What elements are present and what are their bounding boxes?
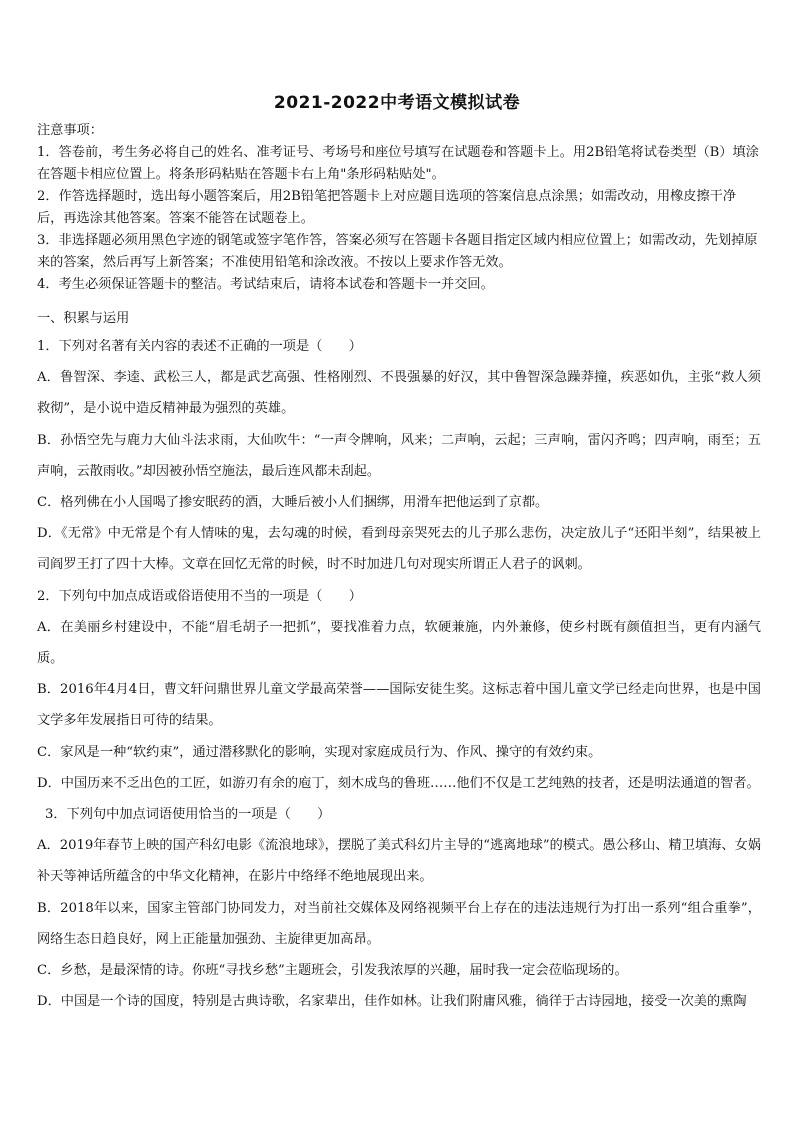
question-option: C．乡愁，是最深情的诗。你班“寻找乡愁”主题班会，引发我浓厚的兴趣，届时我一定会莅临现场的。 — [37, 963, 628, 979]
question-option: C．格列佛在小人国喝了掺安眠药的酒，大睡后被小人们捆绑，用滑车把他运到了京都。 — [37, 495, 549, 511]
section-heading: 一、积累与运用 — [37, 311, 130, 326]
question-stem: 3．下列句中加点词语使用恰当的一项是（ ） — [45, 807, 331, 823]
question-stem: 2．下列句中加点成语或俗语使用不当的一项是（ ） — [37, 588, 362, 604]
question-stem: 1．下列对名著有关内容的表述不正确的一项是（ ） — [37, 339, 362, 354]
note-item: 2．作答选择题时，选出每小题答案后，用2B铅笔把答题卡上对应题目选项的答案信息点涂黑；如需改动，用橡皮擦干净后，再选涂其他答案。答案不能答在试题卷上。 — [37, 189, 737, 226]
note-item: 4．考生必须保证答题卡的整洁。考试结束后，请将本试卷和答题卡一并交回。 — [37, 277, 494, 292]
note-item: 1．答卷前，考生务必将自己的姓名、准考证号、考场号和座位号填写在试题卷和答题卡上。用2B铅笔将试卷类型（B）填涂在答题卡相应位置上。将条形码粘贴在答题卡右上角"条形码粘贴处"。 — [37, 145, 759, 182]
question-option: B．2018年以来，国家主管部门协同发力，对当前社交媒体及网络视频平台上存在的违法违规行为打出一系列“组合重拳”，网络生态日趋良好，网上正能量加强劲、主旋律更加高昂。 — [37, 900, 761, 947]
notes-heading: 注意事项： — [37, 123, 103, 138]
question-option: C．家风是一种“软约束”，通过潜移默化的影响，实现对家庭成员行为、作风、操守的有效约束。 — [37, 744, 602, 760]
page-title: 2021-2022中考语文模拟试卷 — [273, 93, 521, 113]
questions-block — [37, 331, 761, 1017]
question-option: D．中国历来不乏出色的工匠，如游刃有余的庖丁，刻木成鸟的鲁班……他们不仅是工艺纯熟的技者，还是明法通道的智者。 — [37, 775, 760, 791]
question-option: D．《无常》中无常是个有人情味的鬼，去勾魂的时候，看到母亲哭死去的儿子那么悲伤，决定放儿子“还阳半刻”，结果被上司阎罗王打了四十大棒。文章在回忆无常的时候，时不时加进几句对现实所谓正人君子的讽刺。 — [37, 526, 761, 573]
question-option: D．中国是一个诗的国度，特别是古典诗歌，名家辈出，佳作如林。让我们附庸风雅，徜徉于古诗园地，接受一次美的熏陶 — [37, 994, 747, 1010]
question-option: A．在美丽乡村建设中，不能“眉毛胡子一把抓”，要找准着力点，软硬兼施，内外兼修，使乡村既有颜值担当，更有内涵气质。 — [37, 619, 761, 667]
question-option: B．2016年4月4日，曹文轩问鼎世界儿童文学最高荣誉——国际安徒生奖。这标志着中国儿童文学已经走向世界，也是中国文学多年发展指日可待的结果。 — [37, 682, 761, 729]
note-item: 3．非选择题必须用黑色字迹的钢笔或签字笔作答，答案必须写在答题卡各题目指定区域内相应位置上；如需改动，先划掉原来的答案，然后再写上新答案；不准使用铅笔和涂改液。不按以上要求作答无效。 — [37, 233, 758, 270]
question-option: A．鲁智深、李逵、武松三人，都是武艺高强、性格刚烈、不畏强暴的好汉，其中鲁智深急躁莽撞，疾恶如仇，主张“救人须救彻”，是小说中造反精神最为强烈的英雄。 — [37, 370, 761, 417]
notes-block — [37, 120, 761, 296]
question-option: A．2019年春节上映的国产科幻电影《流浪地球》，摆脱了美式科幻片主导的“逃离地球”的模式。愚公移山、精卫填海、女娲补天等神话所蕴含的中华文化精神，在影片中络绎不绝地展现出来。 — [37, 838, 761, 885]
question-option: B．孙悟空先与鹿力大仙斗法求雨，大仙吹牛：“一声令牌响，风来；二声响，云起；三声响，雷闪齐鸣；四声响，雨至；五声响，云散雨收。”却因被孙悟空施法，最后连风都未刮起。 — [37, 432, 761, 479]
